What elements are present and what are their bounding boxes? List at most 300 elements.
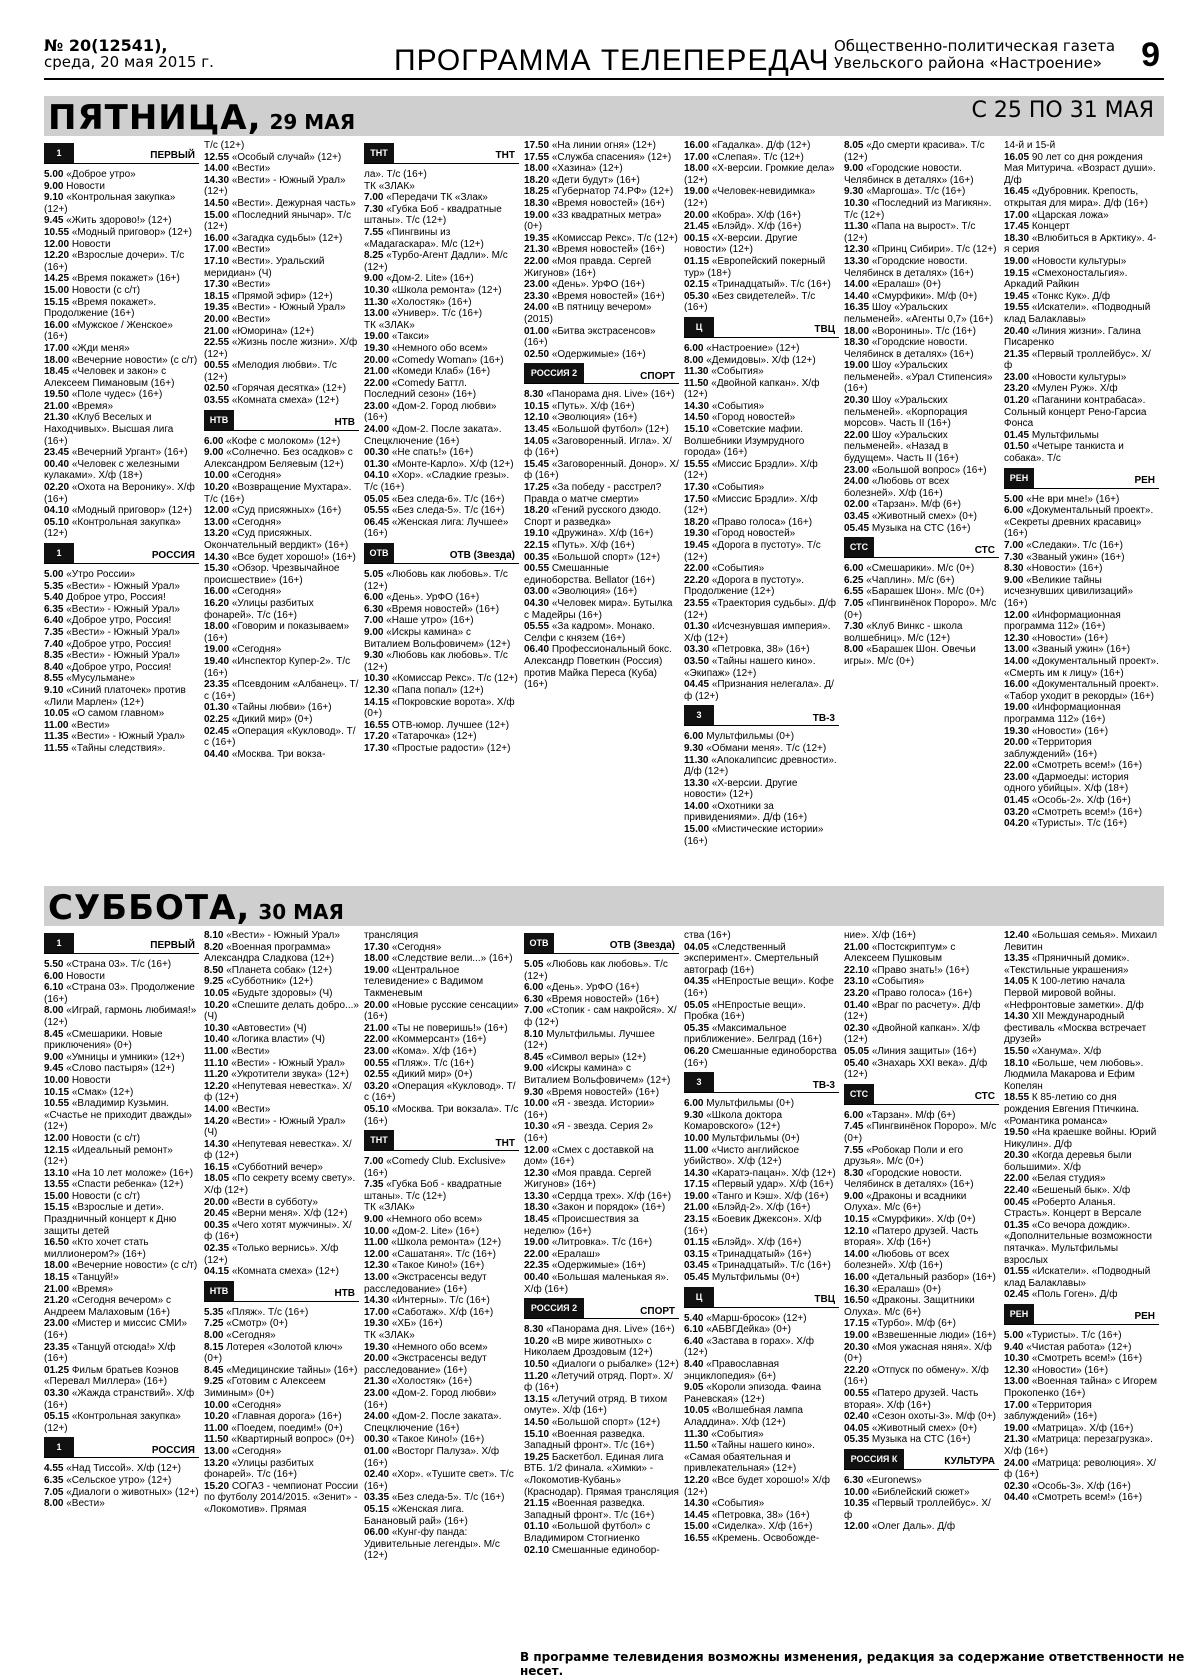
program-time: 10.55 (44, 226, 70, 238)
program-title: «Все будет хорошо!» Х/ф (12+) (684, 1474, 830, 1498)
program-time: 8.20 (204, 941, 224, 953)
program-time: 12.20 (204, 1080, 230, 1092)
program-entry (844, 1145, 999, 1168)
program-title: Смешанные единоборства (16+) (684, 1045, 837, 1069)
program-entry (844, 244, 999, 256)
program-title: «Апокалипсис древности». Д/ф (12+) (684, 754, 837, 778)
program-title: 90 лет со дня рождения Мая Митурича. «Возраст души». Д/ф (1004, 151, 1156, 186)
program-time: 24.00 (524, 302, 550, 314)
program-title: «Комиссар Рекс». Т/с (12+) (391, 673, 518, 685)
program-entry (684, 459, 839, 482)
program-title: К 85-летию со дня рождения Евгения Птичкина. «Романтика романса» (1004, 1092, 1140, 1127)
program-time: 13.00 (204, 516, 230, 528)
program-time: 14.00 (844, 1248, 870, 1260)
program-time: 10.00 (524, 1098, 550, 1110)
program-title: «Улицы разбитых фонарей». Т/с (16+) (204, 597, 314, 621)
program-time: 11.30 (364, 296, 389, 308)
program-entry (1004, 1197, 1159, 1220)
program-time: 22.20 (844, 1364, 870, 1376)
program-entry (844, 523, 999, 535)
program-title: «Время покажет» (16+) (71, 273, 180, 285)
program-time: 05.05 (364, 493, 390, 505)
program-title: «События» (711, 563, 765, 575)
program-time: 11.30 (684, 366, 709, 378)
program-time: 18.00 (844, 325, 870, 337)
program-entry (524, 1237, 679, 1249)
program-title: «Женская лига: Лучшее» (16+) (364, 516, 509, 540)
program-title: «Каратэ-пацан». Х/ф (12+) (711, 1167, 836, 1179)
program-entry (204, 175, 359, 198)
program-title: «Передачи ТК «Злак» (386, 192, 488, 204)
program-time: 16.55 (364, 719, 390, 731)
program-title: «Дом-2. После заката». Спецключение (16+) (364, 424, 502, 447)
program-entry (844, 1318, 999, 1330)
program-entry (204, 586, 359, 598)
program-title: «Человек-невидимка» (12+) (684, 186, 816, 209)
program-time: 02.45 (1004, 1289, 1030, 1301)
program-entry (1004, 140, 1159, 152)
program-time: 14.05 (524, 435, 550, 447)
program-title: «Время новостей» (16+) (551, 290, 665, 302)
program-title: «Взвешенные люди» (16+) (871, 1330, 997, 1341)
program-entry (1004, 1458, 1159, 1481)
program-time: 00.30 (364, 447, 390, 459)
program-entry (524, 1202, 679, 1214)
program-title: «Летучий отряд. Порт». Х/ф (16+) (524, 1370, 673, 1394)
program-title: «ХБ» (16+) (391, 1318, 443, 1330)
program-time: 14.00 (1004, 655, 1030, 667)
program-time: 9.45 (44, 215, 64, 227)
program-title: «Комиссар Рекс». Т/с (12+) (551, 232, 678, 244)
program-title: «Любовь от всех болезней». Х/ф (16+) (844, 476, 950, 499)
program-entry (44, 355, 199, 367)
program-entry (684, 778, 839, 801)
program-entry (844, 586, 999, 598)
program-title: «Дубровник. Крепость, открытая для мира». Д/ф (16+) (1004, 186, 1149, 209)
program-time: 9.30 (524, 1086, 544, 1098)
program-time: 18.25 (524, 186, 550, 198)
channel-name: СПОРТ (640, 370, 675, 382)
program-time: 18.45 (524, 1214, 550, 1226)
program-time: 9.10 (44, 684, 64, 696)
program-title: «За кадром». Монако. Селфи с князем (16+) (524, 621, 655, 644)
program-entry (204, 930, 359, 942)
program-entry (844, 360, 999, 395)
program-title: «Время новостей» (16+) (546, 1086, 660, 1098)
program-entry (364, 1504, 519, 1527)
program-title: «Советские мафии. Волшебники Изумрудного города» (16+) (684, 424, 805, 459)
program-entry (684, 1237, 839, 1249)
program-title: «Субботник» (12+) (226, 976, 313, 988)
program-time: 03.45 (684, 1260, 710, 1272)
program-title: «Укротители звука» (12+) (231, 1069, 349, 1081)
program-title: трансляция (364, 930, 419, 941)
program-entry (844, 1191, 999, 1214)
program-entry (204, 314, 359, 326)
program-time: 14.30 (1004, 1011, 1030, 1023)
program-title: «Время» (71, 400, 114, 412)
program-entry (44, 615, 199, 627)
program-title: «Военная тайна» с Игорем Прокопенко (16+) (1004, 1376, 1157, 1399)
program-title: «Сегодня» (231, 1445, 282, 1457)
program-entry (364, 1307, 519, 1319)
program-title: «Медицинские тайны» (16+) (226, 1364, 358, 1376)
program-time: 21.00 (844, 941, 870, 953)
program-time: 02.30 (844, 1022, 870, 1034)
program-time: 19.45 (1004, 290, 1030, 302)
program-entry (44, 447, 199, 459)
program-title: К 100-летию начала Первой мировой войны. «Нефронтовые заметки». Д/ф (1004, 976, 1144, 1011)
program-entry (1004, 1150, 1159, 1173)
program-entry (364, 308, 519, 320)
program-title: «Дом-2. Lite» (16+) (386, 273, 474, 285)
program-time: 16.35 (844, 302, 870, 314)
program-title: «Блэйд». Х/ф (16+) (711, 221, 802, 233)
program-title: «Петровка, 38» (16+) (711, 1509, 810, 1521)
program-title: «Тарзан». М/ф (6+) (871, 499, 962, 511)
program-time: 7.45 (844, 1121, 864, 1133)
program-title: «Такое Кино!» (16+) (391, 1260, 485, 1272)
program-title: «Comedy Баттл. Последний сезон» (16+) (364, 377, 477, 401)
program-title: «Тарзан». М/ф (6+) (866, 1109, 956, 1121)
program-entry (524, 586, 679, 598)
program-title: «Символ веры» (12+) (546, 1051, 647, 1063)
program-entry (44, 1029, 199, 1052)
program-title: «Тайны следствия». (71, 742, 166, 754)
program-title: «Двойной капкан». Х/ф (12+) (844, 1022, 980, 1046)
program-title: «Большой футбол» с Владимиром Стогниенко (524, 1521, 651, 1544)
program-title: «Дети будут» (16+) (551, 174, 640, 186)
program-title: «Обзор. Чрезвычайное происшествие» (16+) (204, 563, 340, 586)
program-time: 04.10 (364, 470, 390, 482)
program-time: 5.05 (364, 569, 384, 580)
program-time: 03.50 (684, 655, 710, 667)
program-entry (524, 1417, 679, 1429)
program-title: «Клуб Веселых и Находчивых». Высшая лига (16+) (44, 412, 174, 447)
program-title: «Следаки». Т/с (16+) (1026, 540, 1123, 551)
program-entry (524, 1087, 679, 1099)
listing-column (44, 930, 199, 1510)
program-entry (684, 1191, 839, 1203)
program-entry (364, 1069, 519, 1081)
program-title: «Робокар Поли и его друзья». М/с (0+) (844, 1144, 964, 1168)
program-time: 23.30 (524, 290, 550, 302)
program-time: 16.00 (844, 1272, 870, 1284)
channel-header (524, 1298, 679, 1319)
program-time: 5.40 (684, 1312, 704, 1324)
program-title: «До смерти красива». Т/с (12+) (844, 140, 985, 163)
program-title: «Закон и порядок» (16+) (551, 1202, 666, 1214)
program-title: Шоу «Уральских пельменей». «Агенты 0,7» (16+) (844, 302, 994, 325)
program-time: 19.00 (524, 1237, 550, 1249)
program-title: «По секрету всему свету». Х/ф (12+) (204, 1173, 356, 1197)
program-title: «Контрольная закупка» (12+) (44, 516, 181, 540)
program-title: «Дом-2. Город любви» (16+) (364, 400, 497, 424)
program-title: «Дом-2. После заката». Спецключение (16+) (364, 1411, 502, 1434)
program-title: «День». УрФО (16+) (546, 982, 640, 994)
program-title: «Вечерние новости» (с с/т) (71, 1260, 198, 1272)
channel-logo-icon: Ц (684, 317, 714, 337)
program-time: 11.50 (204, 1434, 229, 1446)
program-time: 04.40 (204, 748, 230, 760)
program-title: Т/с (12+) (204, 140, 245, 151)
program-entry (524, 459, 679, 482)
program-entry (1004, 1492, 1159, 1504)
program-title: «Белая студия» (1031, 1173, 1106, 1185)
program-entry (684, 656, 839, 679)
program-title: «Новости» (16+) (1031, 632, 1109, 644)
program-entry (364, 592, 519, 604)
program-title: ОТВ-юмор. Лучшее (12+) (391, 719, 510, 731)
program-entry (44, 239, 199, 251)
program-title: «Воронины». Т/с (16+) (871, 325, 976, 337)
program-title: «Экстрасенсы ведут расследование» (16+) (364, 1353, 487, 1376)
program-entry (204, 1116, 359, 1139)
program-time: 14.05 (1004, 976, 1030, 988)
program-entry (44, 1202, 199, 1237)
program-title: «Сегодня» (231, 586, 282, 598)
program-time: 22.15 (524, 540, 550, 551)
program-time: 8.45 (204, 1364, 224, 1376)
program-title: «Диалоги о животных» (12+) (66, 1486, 199, 1498)
program-time: 17.50 (684, 493, 710, 505)
program-title: «Вести» (231, 163, 271, 175)
program-time: 7.00 (364, 1156, 384, 1168)
program-time: 04.35 (684, 976, 710, 988)
program-title: «Папа попал» (12+) (391, 684, 484, 696)
program-time: 7.00 (364, 192, 384, 204)
program-entry (684, 644, 839, 656)
program-time: 14.15 (364, 696, 390, 708)
program-title: «Время новостей» (16+) (551, 197, 665, 209)
program-title: «Вести» - Южный Урал» (231, 1057, 345, 1069)
program-title: «Первый троллейбус». Х/ф (1004, 348, 1151, 372)
program-entry (204, 505, 359, 517)
program-time: 5.00 (1004, 1330, 1024, 1341)
program-time: 12.00 (1004, 609, 1030, 621)
program-entry (44, 1005, 199, 1028)
program-title: «Прямой эфир» (12+) (231, 290, 333, 302)
paper-line-2: Увельского района «Настроение» (834, 54, 1102, 72)
program-title: «Пляж». Т/с (16+) (391, 1057, 474, 1069)
program-entry (1004, 326, 1159, 349)
program-title: «Холостяк» (16+) (391, 1376, 473, 1388)
channel-name: ТВЦ (814, 1294, 835, 1306)
program-entry (44, 639, 199, 651)
program-title: «Документальный проект». «Смерть им к лицу» (16+) (1004, 655, 1159, 679)
program-time: 6.00 (684, 731, 704, 743)
program-entry (1004, 210, 1159, 222)
program-entry (844, 1272, 999, 1284)
program-title: «Бешеный бык». Х/ф (1031, 1185, 1131, 1197)
program-entry (204, 1365, 359, 1377)
program-title: «Будьте здоровы» (Ч) (231, 987, 333, 999)
program-entry (524, 279, 679, 291)
program-entry (1004, 807, 1159, 819)
program-time: 02.25 (204, 713, 230, 725)
program-entry (1004, 953, 1159, 976)
program-time: 21.45 (684, 221, 710, 233)
program-time: 15.50 (1004, 1045, 1030, 1057)
program-entry (844, 644, 999, 667)
program-time: 9.30 (684, 742, 704, 754)
program-title: «Чаплин». М/с (6+) (866, 574, 955, 586)
program-entry (844, 965, 999, 977)
program-title: «Драконы и всадники Олуха». М/с (6+) (844, 1190, 967, 1214)
program-time: 8.00 (44, 1498, 64, 1510)
program-time: 17.30 (364, 742, 390, 754)
program-title: «Со вечора дождик». «Дополнительные возможности пятачка». Мультфильмы взрослых (1004, 1219, 1152, 1266)
listing-column (364, 930, 519, 1562)
program-entry (204, 163, 359, 175)
program-title: «АБВГДейка» (0+) (706, 1324, 791, 1336)
program-entry (204, 1342, 359, 1365)
channel-header (524, 933, 679, 954)
program-time: 10.15 (844, 1214, 870, 1226)
program-time: 18.30 (844, 337, 870, 349)
program-title: «Царская ложа» (1031, 209, 1109, 221)
channel-header (1004, 1304, 1159, 1325)
issue-date: среда, 20 мая 2015 г. (44, 53, 214, 71)
program-time: 03.45 (844, 511, 870, 522)
program-title: «Время новостей» (16+) (551, 244, 665, 256)
program-entry (524, 186, 679, 198)
channel-name: НТВ (334, 1288, 355, 1300)
program-title: «Вести» (66, 1498, 105, 1510)
program-entry (364, 673, 519, 685)
program-title: «Комеди Клаб» (16+) (391, 366, 491, 378)
program-title: «Смех с доставкой на дом» (16+) (524, 1144, 654, 1168)
program-title: «Большой футбол» (12+) (551, 424, 669, 436)
program-time: 21.00 (204, 325, 230, 337)
program-entry (204, 749, 359, 761)
program-time: 7.55 (364, 226, 384, 238)
program-entry (204, 1376, 359, 1399)
program-time: 15.00 (684, 824, 710, 836)
program-time: 19.00 (1004, 702, 1030, 714)
program-title: «Гадалка». Д/ф (12+) (711, 140, 811, 151)
program-title: «Вести» (231, 279, 271, 291)
program-title: «Улицы разбитых фонарей». Т/с (16+) (204, 1457, 314, 1481)
program-time: 20.00 (204, 313, 230, 325)
program-title: «Доброе утро, Россия! (66, 615, 172, 627)
program-title: «Время новостей» (16+) (546, 993, 660, 1005)
program-time: 14.50 (684, 412, 710, 424)
program-entry (844, 499, 999, 511)
program-entry (684, 755, 839, 778)
program-entry (364, 720, 519, 732)
program-title: «Не ври мне!» (16+) (1026, 493, 1120, 505)
program-entry (44, 505, 199, 517)
program-time: 12.30 (844, 244, 870, 256)
channel-name: НТВ (334, 417, 355, 429)
program-title: «Туристы». Т/с (16+) (1031, 818, 1128, 830)
program-entry (364, 320, 519, 332)
program-time: 22.55 (204, 337, 230, 349)
program-title: «Ханума». Х/ф (1031, 1045, 1102, 1057)
channel-name: РЕН (1134, 475, 1155, 487)
program-entry (524, 401, 679, 413)
program-entry (844, 1214, 999, 1226)
program-title: «Любовь как любовь». Т/с (12+) (524, 959, 668, 982)
program-title: «Поле чудес» (16+) (71, 389, 163, 401)
program-time: 24.00 (1004, 1457, 1030, 1469)
program-time: 19.00 (364, 964, 390, 976)
program-time: 6.40 (684, 1335, 704, 1347)
program-time: 13.20 (204, 1457, 230, 1469)
program-time: 6.25 (844, 574, 864, 586)
program-title: «Коммерсант» (16+) (391, 1034, 487, 1046)
program-entry (844, 1226, 999, 1249)
program-entry (684, 256, 839, 279)
program-time: 05.30 (684, 290, 710, 302)
program-title: «Клуб Винкс - школа волшебниц». М/с (12+) (844, 621, 963, 644)
channel-header (684, 705, 839, 726)
program-title: «Играй, гармонь любимая!» (12+) (44, 1005, 197, 1028)
program-time: 5.50 (44, 959, 64, 970)
program-time: 9.45 (44, 1063, 64, 1075)
program-entry (364, 1318, 519, 1330)
program-title: «Враг по расчету». Д/ф (12+) (844, 999, 981, 1023)
program-title: «Губернатор 74.РФ» (12+) (551, 186, 674, 198)
program-title: «Наше утро» (16+) (386, 615, 474, 627)
program-title: «Сегодня» (391, 941, 442, 953)
program-entry (844, 1058, 999, 1081)
program-entry (524, 1429, 679, 1452)
program-title: «Мужское / Женское» (16+) (44, 319, 173, 343)
program-time: 24.00 (364, 424, 390, 436)
program-time: 6.00 (1004, 505, 1024, 517)
program-time: 12.00 (204, 505, 230, 517)
program-time: 6.10 (684, 1324, 704, 1336)
program-time: 22.00 (844, 429, 870, 441)
program-title: «Вести» - Южный Урал» (Ч) (204, 1115, 346, 1139)
channel-header (1004, 468, 1159, 489)
program-entry (1004, 702, 1159, 725)
program-time: 12.00 (44, 1132, 70, 1144)
program-time: 24.00 (364, 1411, 390, 1423)
program-entry (204, 210, 359, 233)
program-entry (204, 360, 359, 383)
program-time: 23.35 (204, 679, 230, 691)
program-title: «Военная разведка. Западный фронт». Т/с (16+) (524, 1428, 655, 1452)
program-entry (524, 140, 679, 152)
program-title: «Званый ужин» (16+) (1026, 551, 1125, 563)
program-title: Мультфильмы (0+) (706, 1098, 795, 1110)
program-entry (204, 1104, 359, 1116)
program-entry (524, 1498, 679, 1521)
program-entry (44, 581, 199, 593)
program-entry (364, 1272, 519, 1295)
program-entry (204, 644, 359, 656)
program-title: «Кофе с молоком» (12+) (226, 435, 341, 447)
program-time: 18.00 (364, 953, 390, 965)
program-entry (524, 598, 679, 621)
program-title: «Первый троллейбус». Х/ф (844, 1498, 991, 1521)
program-entry (44, 285, 199, 297)
program-time: 01.40 (844, 999, 870, 1011)
program-entry (1004, 1330, 1159, 1342)
program-time: 19.15 (1004, 267, 1030, 279)
program-entry (524, 1121, 679, 1144)
program-entry (844, 511, 999, 523)
program-title: «Вести» - Южный Урал» (66, 603, 180, 615)
program-time: 00.55 (524, 563, 550, 575)
program-title: «Папа на вырост». Т/с (12+) (844, 221, 976, 244)
day-date: 29 МАЯ (269, 110, 356, 134)
program-title: «Патеро друзей. Часть вторая». Х/ф (16+) (844, 1387, 979, 1411)
program-title: «Кома». Х/ф (16+) (391, 1045, 477, 1057)
